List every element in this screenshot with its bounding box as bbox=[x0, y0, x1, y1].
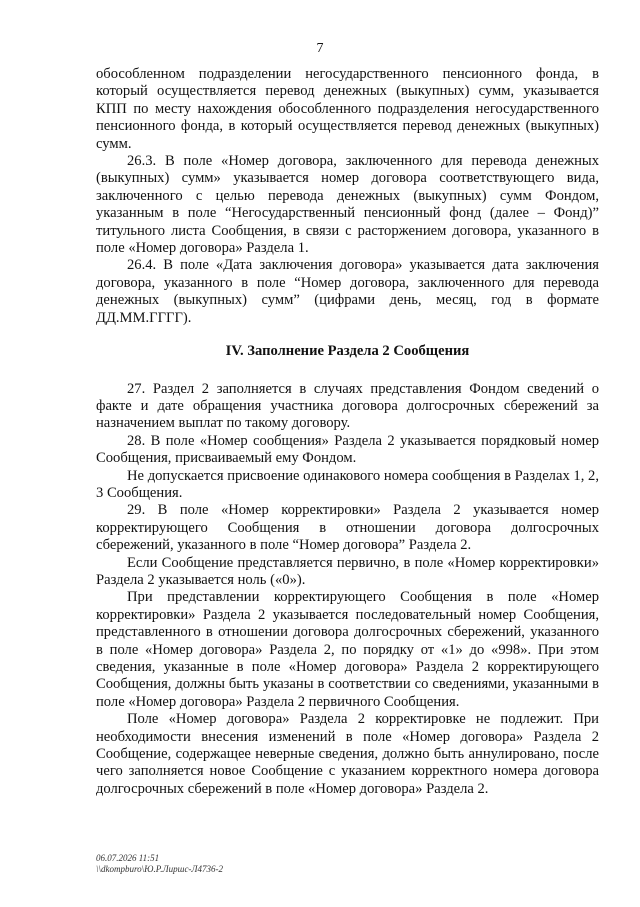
footer-stamp bbox=[96, 853, 223, 875]
paragraph-28-note: Не допускается присвоение одинакового номера сообщения в Разделах 1, 2, 3 Сообщения. bbox=[96, 467, 599, 501]
document-body bbox=[96, 66, 599, 798]
footer-file-path: \\dkompburo\Ю.Р.Лиршс-Л4736-2 bbox=[96, 864, 224, 874]
page-number: 7 bbox=[316, 41, 324, 56]
paragraph-29-contract-field: Поле «Номер договора» Раздела 2 корректировке не подлежит. При необходимости внесения изменений в поле «Номер договора» Раздела 2 Сообщение, содержащее неверные сведения, должно быть аннулировано, после чего заполняется новое Сообщение с указанием корректного номера договора долгосрочных сбережений в поле «Номер договора» Раздела 2. bbox=[96, 711, 599, 797]
section-heading: IV. Заполнение Раздела 2 Сообщения bbox=[225, 343, 470, 360]
paragraph-28: 28. В поле «Номер сообщения» Раздела 2 указывается порядковый номер Сообщения, присваиваемый ему Фондом. bbox=[96, 432, 599, 467]
paragraph-26-4: 26.4. В поле «Дата заключения договора» указывается дата заключения договора, указанного в поле “Номер договора, заключенного для перевода денежных (выкупных) сумм” (цифрами день, месяц, год в формате ДД.ММ.ГГГГ). bbox=[96, 257, 599, 326]
paragraph-29: 29. В поле «Номер корректировки» Раздела 2 указывается номер корректирующего Сообщения в отношении договора долгосрочных сбережений, указанного в поле “Номер договора” Раздела 2. bbox=[96, 502, 599, 554]
paragraph-29-first: Если Сообщение представляется первично, в поле «Номер корректировки» Раздела 2 указывается ноль («0»). bbox=[96, 554, 599, 588]
paragraph-continuation: обособленном подразделении негосударственного пенсионного фонда, в который осуществляется перевод денежных (выкупных) сумм, указывается КПП по месту нахождения обособленного подразделения негосударственного пенсионного фонда, в который осуществляется перевод денежных (выкупных) сумм. bbox=[96, 66, 599, 152]
paragraph-29-correction: При представлении корректирующего Сообщения в поле «Номер корректировки» Раздела 2 указывается последовательный номер Сообщения, представленного в отношении договора долгосрочных сбережений, указанного в поле «Номер договора» Раздела 2, по порядку от «1» до «998». При этом сведения, указанные в поле «Номер договора» Раздела 2 корректирующего Сообщения, должны быть указаны в соответствии со сведениями, указанными в поле «Номер договора» Раздела 2 первичного Сообщения. bbox=[96, 589, 599, 710]
paragraph-26-3: 26.3. В поле «Номер договора, заключенного для перевода денежных (выкупных) сумм» указывается номер договора соответствующего вида, заключенного с целью перевода денежных (выкупных) сумм Фондом, указанным в поле “Негосударственный пенсионный фонд (далее – Фонд)” титульного листа Сообщения, в связи с расторжением договора, указанного в поле «Номер договора» Раздела 1. bbox=[96, 153, 599, 257]
paragraph-27: 27. Раздел 2 заполняется в случаях представления Фондом сведений о факте и дате обращения участника договора долгосрочных сбережений за назначением выплат по такому договору. bbox=[96, 380, 599, 432]
footer-timestamp: 06.07.2026 11:51 bbox=[96, 853, 160, 863]
